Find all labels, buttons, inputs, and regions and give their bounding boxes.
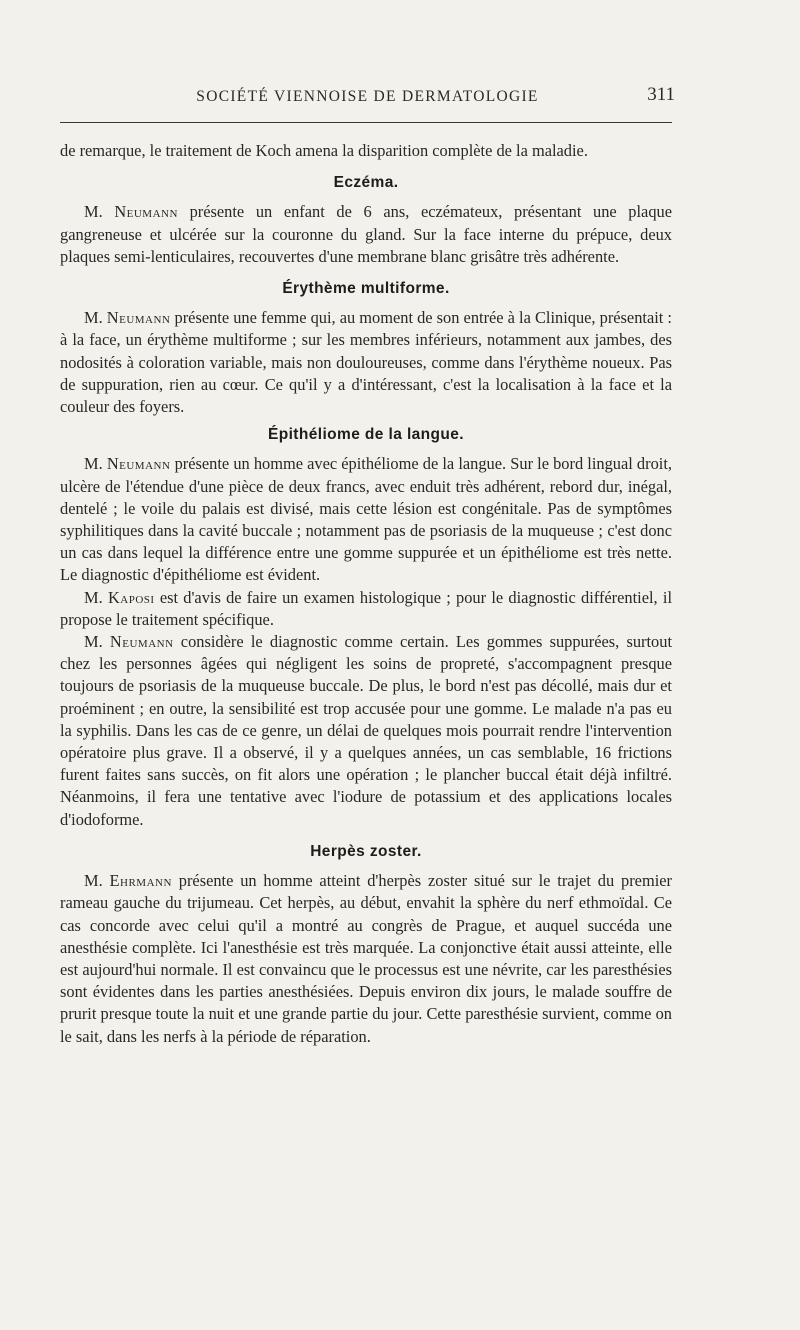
intro-paragraph: de remarque, le traitement de Koch amena la disparition complète de la maladie. <box>60 141 588 160</box>
speaker-prefix: M. <box>84 632 103 652</box>
speaker-name: Neumann <box>109 632 174 652</box>
paragraph <box>60 453 672 586</box>
running-header <box>60 86 675 110</box>
paragraph-text: considère le diagnostic comme certain. Les gommes suppurées, surtout chez les personnes âgées qui négligent les soins de propreté, s'accompagnent presque toujours de psoriasis de la muqueuse buccale. De plus, le bord n'est pas décollé, mais dur et proéminent ; en outre, la sensibilité est trop accusée pour une gomme. Le malade n'a pas eu la syphilis. Dans les cas de ce genre, un délai de quelques mois pourrait rendre l'intervention opératoire plus grave. Il a observé, il y a quelques années, un cas semblable, 16 frictions furent faites sans succès, on fit alors une opération ; le plancher buccal était déjà infiltré. Néanmoins, il fera une tentative avec l'iodure de potassium et des applications locales d'iodoforme. <box>60 632 673 829</box>
body-text <box>60 140 672 1048</box>
speaker-prefix: M. <box>84 454 103 474</box>
header-rule <box>60 122 672 123</box>
speaker-prefix: M. <box>84 308 103 328</box>
page-number: 311 <box>647 84 675 105</box>
paragraph <box>60 307 672 418</box>
paragraph <box>60 201 672 268</box>
paragraph-text: est d'avis de faire un examen histologique ; pour le diagnostic différentiel, il propose le traitement spécifique. <box>60 587 672 629</box>
paragraph-text: présente une femme qui, au moment de son entrée à la Clinique, présentait : à la face, un érythème multiforme ; sur les membres inférieurs, notamment aux jambes, des nodosités à coloration variable, mais non douloureuses, comme dans l'érythème noueux. Pas de suppuration, rien au cœur. Ce qu'il y a d'intéressant, c'est la localisation à la face et la couleur des foyers. <box>60 308 672 417</box>
section-title-herpes: Herpès zoster. <box>310 842 422 860</box>
section-title-epitheliome: Épithéliome de la langue. <box>267 426 465 444</box>
paragraph <box>60 631 672 831</box>
paragraph <box>60 870 672 1048</box>
speaker-name: Neumann <box>106 454 171 474</box>
paragraph <box>60 587 672 631</box>
speaker-name: Ehrmann <box>109 871 172 891</box>
speaker-prefix: M. <box>84 202 103 222</box>
section-title-eczema: Eczéma. <box>333 174 399 192</box>
section-title-erytheme: Érythème multiforme. <box>282 280 450 298</box>
paragraph-text: présente un enfant de 6 ans, eczémateux, présentant une plaque gangreneuse et ulcérée sur la couronne du gland. Sur la face interne du prépuce, deux plaques semi-lenticulaires, recouvertes d'une membrane blanc grisâtre très adhérente. <box>60 202 672 266</box>
speaker-name: Neumann <box>114 202 178 222</box>
paragraph-text: présente un homme avec épithéliome de la langue. Sur le bord lingual droit, ulcère de l'étendue d'une pièce de deux francs, avec enduit très adhérent, rebord dur, inégal, dentelé ; le voile du palais est divisé, mais cette lésion est congénitale. Pas de symptômes syphilitiques dans la cavité buccale ; notamment pas de psoriasis de la muqueuse ; c'est donc un cas dans lequel la différence entre une gomme suppurée et un épithéliome est très nette. Le diagnostic d'épithéliome est évident. <box>60 454 672 585</box>
speaker-name: Neumann <box>106 308 171 328</box>
speaker-prefix: M. <box>84 871 103 891</box>
speaker-prefix: M. <box>84 587 103 607</box>
running-title: SOCIÉTÉ VIENNOISE DE DERMATOLOGIE <box>196 88 539 105</box>
paragraph-text: présente un homme atteint d'herpès zoster situé sur le trajet du premier rameau gauche du trijumeau. Cet herpès, au début, envahit la sphère du nerf ethmoïdal. Ce cas concorde avec celui qu'il a montré au congrès de Prague, et auquel succéda une anesthésie complète. Ici l'anesthésie est très marquée. La conjonctive était aussi atteinte, elle est aujourd'hui normale. Il est convaincu que le processus est une névrite, car les paresthésies sont évidentes dans les parties anesthésiées. Depuis environ dix jours, le malade souffre de prurit presque toute la nuit et une grande partie du jour. Cette paresthésie survient, comme on le sait, dans les nerfs à la période de réparation. <box>60 871 672 1046</box>
speaker-name: Kaposi <box>107 587 155 607</box>
